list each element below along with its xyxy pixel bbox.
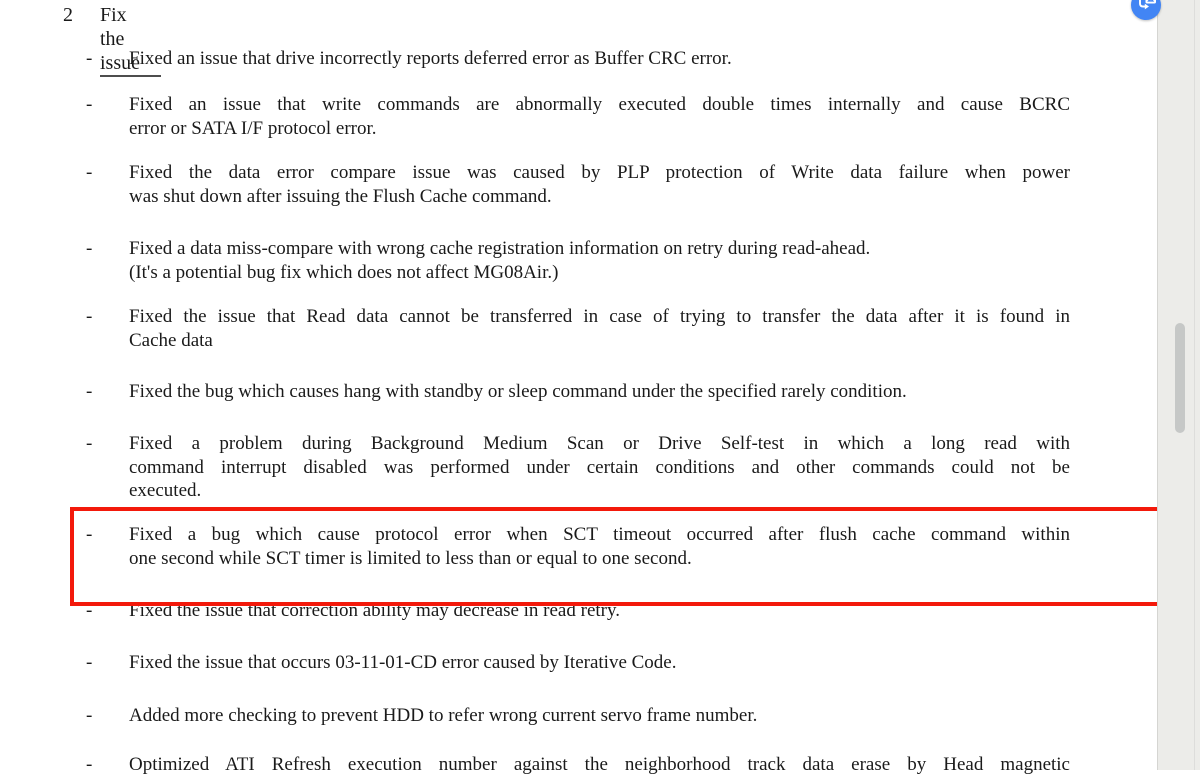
bullet-text: was shut down after issuing the Flush Cache command.	[129, 185, 552, 207]
bullet-marker: -	[86, 705, 93, 726]
bullet-text: Cache data	[129, 329, 213, 351]
viewer-gutter	[1157, 0, 1200, 770]
scrollbar-thumb[interactable]	[1175, 323, 1185, 433]
bullet-item	[86, 161, 1070, 208]
bullet-marker: -	[86, 652, 93, 673]
bullet-text: Fixed an issue that drive incorrectly reports deferred error as Buffer CRC error.	[129, 48, 732, 69]
bullet-item-highlighted	[86, 523, 1070, 570]
bullet-item	[86, 305, 1070, 352]
bullet-text: Fixed the issue that occurs 03-11-01-CD error caused by Iterative Code.	[129, 652, 677, 673]
image-translate-button[interactable]	[1131, 0, 1161, 20]
bullet-text: Added more checking to prevent HDD to refer wrong current servo frame number.	[129, 705, 758, 726]
bullet-marker: -	[86, 48, 93, 69]
bullet-item	[86, 753, 1070, 777]
bullet-marker: -	[86, 306, 93, 327]
bullet-text: error or SATA I/F protocol error.	[129, 117, 377, 139]
bullet-marker: -	[86, 381, 93, 402]
bullet-item	[86, 704, 1070, 728]
bullet-text: Optimized ATI Refresh execution number against the neighborhood track data erase by Head magnetic	[129, 754, 1070, 775]
bullet-marker: -	[86, 600, 93, 621]
bullet-text: one second while SCT timer is limited to less than or equal to one second.	[129, 547, 692, 569]
bullet-marker: -	[86, 433, 93, 454]
bullet-item	[86, 599, 1070, 623]
section-title: Fix the issue	[100, 3, 161, 77]
bullet-text: Fixed a problem during Background Medium Scan or Drive Self-test in which a long read with	[129, 433, 1070, 454]
bullet-marker: -	[86, 94, 93, 115]
bullet-marker: -	[86, 524, 93, 545]
bullet-text: Fixed a bug which cause protocol error when SCT timeout occurred after flush cache command within	[129, 524, 1070, 545]
bullet-text: Fixed a data miss-compare with wrong cache registration information on retry during read-ahead.	[129, 238, 871, 259]
section-number: 2	[63, 4, 73, 26]
bullet-marker: -	[86, 162, 93, 183]
bullet-text: Fixed the bug which causes hang with standby or sleep command under the specified rarely condition.	[129, 381, 907, 402]
bullet-item	[86, 237, 1070, 284]
bullet-text: executed.	[129, 480, 202, 501]
bullet-item	[86, 47, 1070, 71]
image-translate-icon	[1131, 0, 1161, 20]
bullet-item	[86, 380, 1070, 404]
bullet-text: (It's a potential bug fix which does not affect MG08Air.)	[129, 261, 559, 283]
bullet-text: command interrupt disabled was performed under certain conditions and other commands could not be	[129, 456, 1070, 478]
bullet-item	[86, 93, 1070, 140]
bullet-item	[86, 651, 1070, 675]
gutter-divider	[1194, 0, 1195, 770]
bullet-item	[86, 432, 1070, 503]
bullet-text: Fixed the data error compare issue was caused by PLP protection of Write data failure when power	[129, 162, 1070, 183]
bullet-marker: -	[86, 754, 93, 775]
bullet-text: Fixed the issue that correction ability may decrease in read retry.	[129, 600, 620, 621]
bullet-text: Fixed the issue that Read data cannot be transferred in case of trying to transfer the data after it is found in	[129, 306, 1070, 327]
bullet-marker: -	[86, 238, 93, 259]
bullet-text: Fixed an issue that write commands are abnormally executed double times internally and cause BCRC	[129, 94, 1070, 115]
